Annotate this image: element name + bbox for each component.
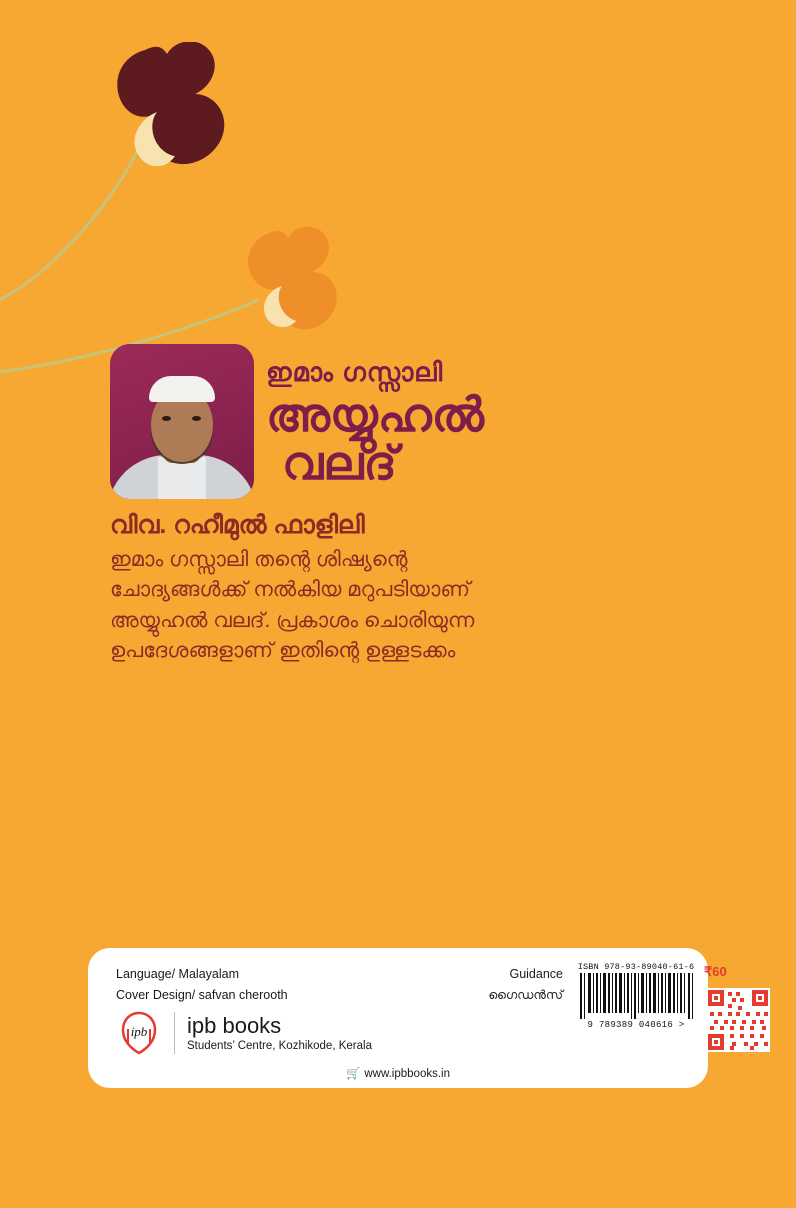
isbn-digits (577, 1020, 695, 1030)
publisher-address: Students’ Centre, Kozhikode, Kerala (187, 1040, 372, 1053)
book-title-line1: അയ്യുഹൽ (266, 387, 485, 441)
guidance-label-ml: ഗൈഡൻസ് (488, 987, 563, 1002)
flower-light-icon (236, 226, 348, 336)
book-title (266, 387, 696, 489)
flower-dark-icon (105, 42, 235, 172)
barcode-icon (577, 973, 695, 1019)
website-line[interactable] (88, 1066, 708, 1080)
series-title: ഇമാം ഗസ്സാലി (266, 357, 444, 387)
blurb-text (110, 545, 650, 667)
publisher-name: ipb books (187, 1012, 282, 1038)
blurb-line: ഉപദേശങ്ങളാണ് ഇതിന്റെ ഉള്ളടക്കം (110, 639, 456, 663)
blurb-line: ഇമാം ഗസ്സാലി തന്റെ ശിഷ്യന്റെ (110, 548, 408, 571)
qr-code-icon[interactable] (706, 988, 770, 1052)
isbn-block (577, 962, 695, 1030)
translator-credit: വിവ. റഹീമുൽ ഫാളിലി (110, 511, 365, 539)
blurb-line: അയ്യുഹൽ വലദ്. പ്രകാശം ചൊരിയുന്ന (110, 608, 475, 632)
author-portrait-illustration (110, 344, 254, 499)
guidance-meta (418, 964, 563, 1005)
isbn-digit-main: 789389 040616 (598, 1020, 674, 1030)
ipb-logo-icon (116, 1010, 162, 1056)
cover-design-label: Cover Design/ safvan cherooth (116, 987, 288, 1002)
price-label: ₹60 (704, 964, 727, 979)
publication-meta (116, 964, 288, 1005)
svg-text:ipb: ipb (130, 1024, 148, 1039)
footer-card (88, 948, 727, 1088)
isbn-digit-prefix: 9 (587, 1020, 594, 1030)
publisher-logo-block (116, 1010, 372, 1056)
logo-divider (174, 1012, 175, 1054)
isbn-digit-suffix: > (678, 1020, 685, 1030)
book-title-line2: വലദ് (282, 435, 397, 489)
book-title-group (266, 357, 696, 489)
isbn-text: ISBN 978-93-89040-61-6 (577, 962, 695, 972)
website-url: www.ipbbooks.in (364, 1068, 450, 1080)
language-label: Language/ Malayalam (116, 967, 239, 981)
cart-icon: 🛒 (346, 1068, 361, 1080)
author-photo (110, 344, 254, 499)
guidance-label-en: Guidance (509, 967, 563, 981)
blurb-line: ചോദ്യങ്ങൾക്ക് നൽകിയ മറുപടിയാണ് (110, 578, 471, 602)
